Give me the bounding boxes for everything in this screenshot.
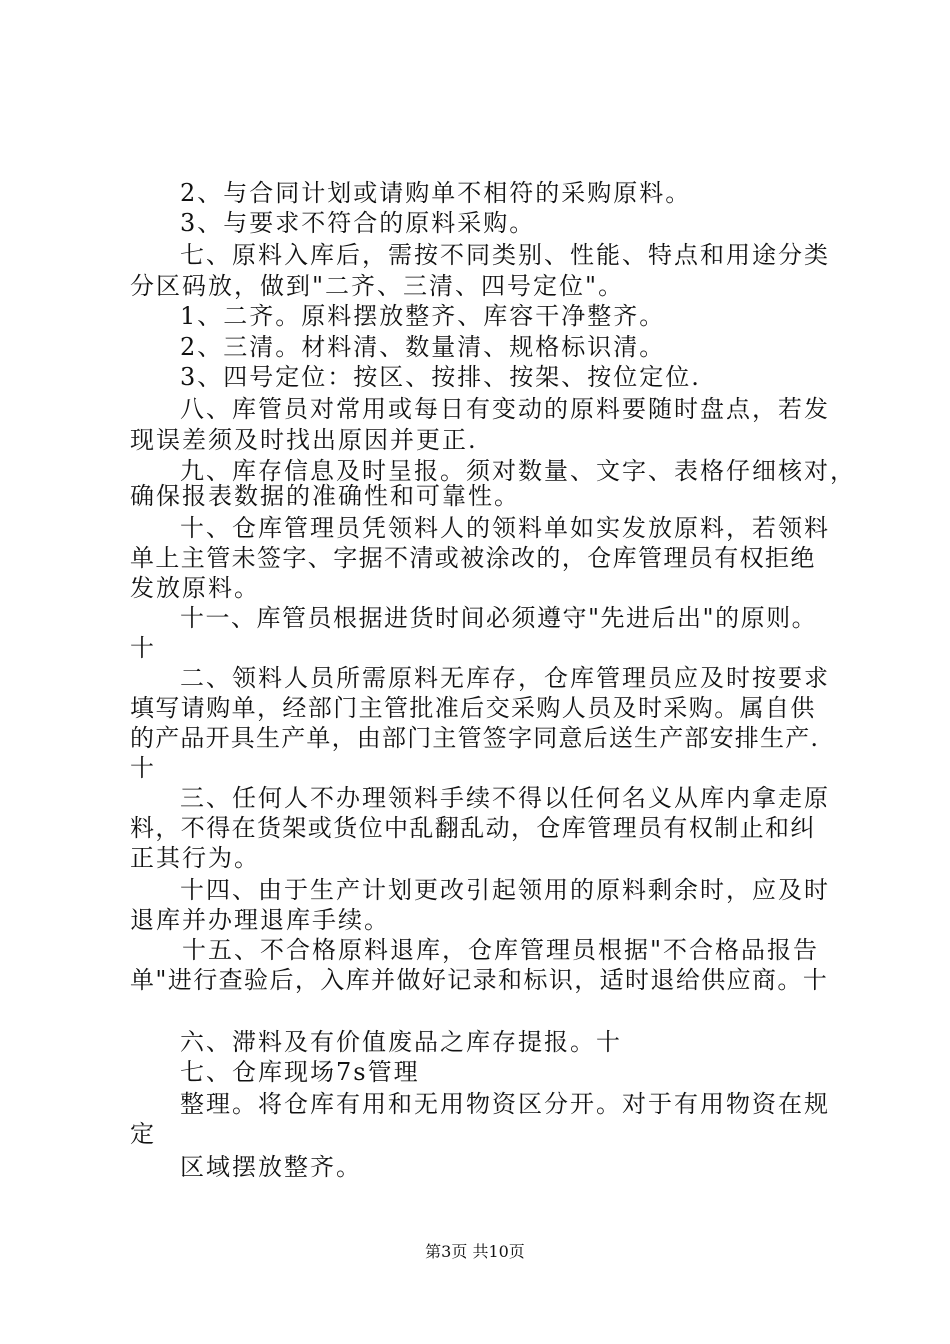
text-line-23: 正其行为。: [130, 844, 260, 872]
page-footer: 第3页 共10页: [425, 1242, 525, 1261]
text-line-10: 九、库存信息及时呈报。须对数量、文字、表格仔细核对，: [180, 457, 856, 485]
text-line-24: 十四、由于生产计划更改引起领用的原料剩余时，应及时: [180, 876, 830, 904]
text-line-27: 单"进行查验后，入库并做好记录和标识，适时退给供应商。十: [130, 966, 829, 994]
text-line-21: 三、任何人不办理领料手续不得以任何名义从库内拿走原: [180, 784, 830, 812]
text-line-32: 区域摆放整齐。: [180, 1153, 362, 1181]
text-line-19: 的产品开具生产单，由部门主管签字同意后送生产部安排生产.: [130, 724, 820, 752]
text-line-30: 整理。将仓库有用和无用物资区分开。对于有用物资在规: [180, 1090, 830, 1118]
text-line-5: 1、二齐。原料摆放整齐、库容干净整齐。: [180, 302, 666, 330]
text-line-26: 十五、不合格原料退库，仓库管理员根据"不合格品报告: [182, 936, 820, 964]
text-line-20: 十: [130, 754, 156, 782]
text-line-17: 二、领料人员所需原料无库存，仓库管理员应及时按要求: [180, 664, 830, 692]
text-line-8: 八、库管员对常用或每日有变动的原料要随时盘点，若发: [180, 395, 830, 423]
text-line-3: 七、原料入库后，需按不同类别、性能、特点和用途分类: [180, 241, 830, 269]
text-line-14: 发放原料。: [130, 574, 260, 602]
text-line-6: 2、三清。材料清、数量清、规格标识清。: [180, 333, 666, 361]
text-line-12: 十、仓库管理员凭领料人的领料单如实发放原料，若领料: [180, 514, 830, 542]
text-line-29: 七、仓库现场7s管理: [180, 1058, 420, 1086]
text-line-28: 六、滞料及有价值废品之库存提报。十: [180, 1028, 622, 1056]
text-line-7: 3、四号定位：按区、按排、按架、按位定位.: [180, 363, 701, 391]
text-line-18: 填写请购单，经部门主管批准后交采购人员及时采购。属自供: [130, 694, 816, 722]
text-line-13: 单上主管未签字、字据不清或被涂改的，仓库管理员有权拒绝: [130, 544, 816, 572]
text-line-31: 定: [130, 1120, 156, 1148]
text-line-22: 料，不得在货架或货位中乱翻乱动，仓库管理员有权制止和纠: [130, 814, 816, 842]
text-line-11: 确保报表数据的准确性和可靠性。: [130, 482, 520, 510]
text-line-25: 退库并办理退库手续。: [130, 906, 390, 934]
text-line-1: 2、与合同计划或请购单不相符的采购原料。: [180, 179, 692, 207]
text-line-2: 3、与要求不符合的原料采购。: [180, 209, 536, 237]
text-line-9: 现误差须及时找出原因并更正.: [130, 426, 478, 454]
text-line-4: 分区码放，做到"二齐、三清、四号定位"。: [130, 272, 625, 300]
text-line-16: 十: [130, 634, 156, 662]
text-line-15: 十一、库管员根据进货时间必须遵守"先进后出"的原则。: [180, 604, 818, 632]
